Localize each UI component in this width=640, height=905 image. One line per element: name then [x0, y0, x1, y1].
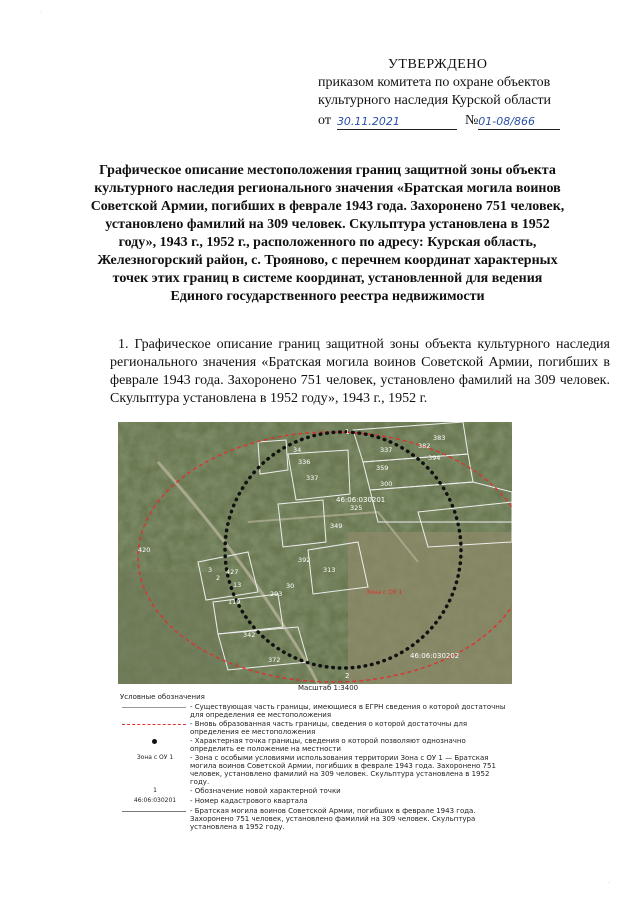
parcel-label: 337 — [380, 446, 393, 454]
field-area-left — [118, 572, 228, 684]
legend-text: - Существующая часть границы, имеющиеся в ЕГРН сведения о которой достаточны для определения ее местоположения — [190, 703, 506, 719]
legend-row — [120, 754, 510, 786]
parcel-label: 313 — [323, 566, 336, 574]
handwritten-date: 30.11.2021 — [337, 113, 457, 130]
legend-text: - Зона с особыми условиями использования территории Зона с ОУ 1 — Братская могила воинов Советской Армии, погибших в феврале 1943 года. Захоронено 751 человек, установлено фамилий на 309 человек. Скульптура установлена в 1952 году. — [190, 754, 496, 786]
legend-text: - Обозначение новой характерной точки — [190, 787, 341, 795]
legend-symbol-existing-boundary — [120, 703, 190, 712]
parcel-label: 2 — [216, 574, 221, 582]
legend-row — [120, 720, 510, 736]
document-heading: Графическое описание местоположения границ защитной зоны объекта культурного наследия регионального значения «Братская могила воинов Советской Армии, погибших в феврале 1943 года. Захоронено 751 человек, установлено фамилий на 309 человек. Скульптура установлена в 1952 году», 1943 г., 1952 г., расположенного по адресу: Курская область, Железногорский район, с. Трояново, с перечнем координат характерных точек этих границ в системе координат, установленной для ведения Единого государственного реестра недвижимости — [90, 163, 565, 304]
approval-title: УТВЕРЖДЕНО — [388, 57, 488, 72]
parcel-label: 382 — [418, 442, 431, 450]
parcel-label: 342 — [243, 631, 256, 639]
parcel-label: 337 — [306, 474, 319, 482]
section-1-paragraph — [110, 336, 610, 408]
parcel-label: 392 — [298, 556, 311, 564]
parcel-label: 359 — [376, 464, 389, 472]
parcel-label: 34 — [293, 446, 302, 454]
parcel-label: 13 — [233, 581, 242, 589]
parcel-label: 30 — [286, 582, 295, 590]
section-1-text: 1. Графическое описание границ защитной зоны объекта культурного наследия регионального значения «Братская могила воинов Советской Армии, погибших в феврале 1943 года. Захоронено 751 человек, установлено фамилий на 309 человек. Скульптура установлена в 1952 году», 1943 г., 1952 г. — [110, 337, 610, 406]
handwritten-number: 01-08/866 — [478, 113, 560, 130]
zone-label-on-map: Зона с ОУ 1 — [366, 589, 403, 596]
parcel-label: 325 — [350, 504, 363, 512]
field-area — [348, 532, 512, 684]
legend-row — [120, 797, 510, 806]
legend-row — [120, 737, 510, 753]
legend-text: - Характерная точка границы, сведения о которой позволяют однозначно определить ее положение на местности — [190, 737, 466, 753]
approval-order-line: приказом комитета по охране объектов — [318, 75, 551, 90]
legend-text: - Номер кадастрового квартала — [190, 797, 308, 805]
legend-row — [120, 703, 510, 719]
approval-block — [318, 56, 618, 130]
parcel-label: 427 — [226, 568, 239, 576]
parcel-label: 293 — [270, 590, 283, 598]
map-legend — [120, 693, 510, 832]
legend-symbol-grave — [120, 807, 190, 816]
parcel-label: 383 — [433, 434, 446, 442]
quarter-number-top: 46:06:030201 — [336, 496, 386, 504]
map-scale: Масштаб 1:3400 — [298, 684, 359, 692]
legend-symbol-new-boundary — [120, 720, 190, 729]
legend-symbol-zone: Зона с ОУ 1 — [136, 754, 174, 761]
parcel-label: 349 — [330, 522, 343, 530]
legend-symbol-quarter: 46:06:030201 — [133, 797, 177, 804]
parcel-label: 372 — [268, 656, 281, 664]
legend-text: - Вновь образованная часть границы, сведения о которой достаточны для определения ее местоположения — [190, 720, 468, 736]
scan-mark: · — [40, 10, 42, 17]
parcel-label: 3 — [208, 566, 213, 574]
point-label: 1 — [345, 428, 350, 436]
parcel-label: 394 — [428, 454, 441, 462]
parcel-label: 119 — [228, 598, 241, 606]
approval-date-number — [318, 112, 618, 130]
legend-text: - Братская могила воинов Советской Армии, погибших в феврале 1943 года. Захоронено 751 человек, установлено фамилий на 309 человек. Скульптура установлена в 1952 году. — [190, 807, 476, 831]
point-label: 2 — [345, 672, 350, 680]
quarter-number-bottom: 46:06:030202 — [410, 652, 460, 660]
legend-symbol-new-point: 1 — [153, 787, 157, 794]
scan-mark: · — [608, 880, 610, 887]
approval-committee-line: культурного наследия Курской области — [318, 93, 552, 108]
legend-symbol-point — [120, 737, 190, 746]
legend-row — [120, 807, 510, 831]
satellite-map-svg — [118, 422, 512, 684]
legend-title: Условные обозначения — [120, 693, 205, 701]
parcel-label: 336 — [298, 458, 311, 466]
parcel-label: 420 — [138, 546, 151, 554]
cadastral-map — [118, 422, 512, 684]
parcel-label: 300 — [380, 480, 393, 488]
from-label: от — [318, 113, 331, 128]
number-label: № — [464, 113, 479, 128]
legend-row — [120, 787, 510, 796]
